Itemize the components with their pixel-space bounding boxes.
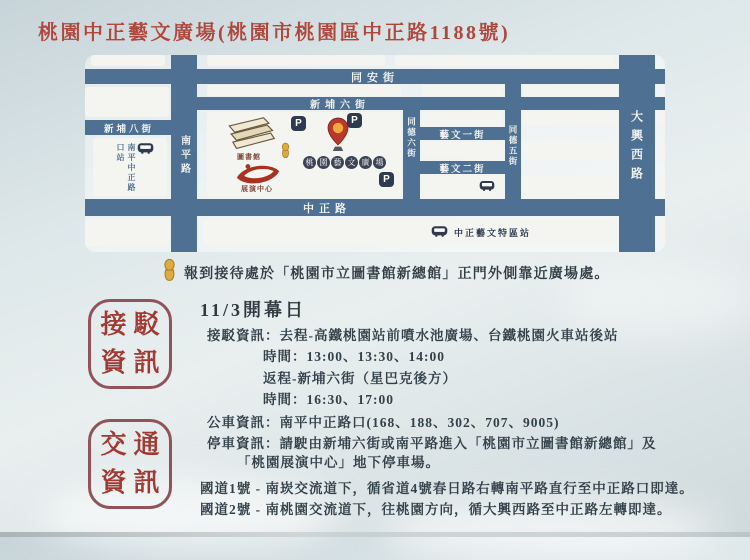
street-label: 藝文二街	[439, 164, 486, 175]
street-xinpu8	[85, 120, 173, 135]
city-block	[657, 176, 665, 197]
char: 園	[317, 156, 330, 169]
bus-stop-south	[431, 225, 531, 240]
city-block	[659, 219, 665, 245]
char: 交	[100, 430, 127, 459]
location-pin-icon	[325, 116, 351, 158]
city-block	[422, 176, 503, 197]
street-label: 中正路	[303, 202, 351, 215]
parking-info-line1: 停車資訊：請駛由新埔六街或南平路進入「桃園市立圖書館新總館」及	[207, 436, 657, 451]
reception-notice	[163, 258, 610, 287]
map	[85, 55, 665, 252]
parking-info-line2: 「桃園展演中心」地下停車場。	[237, 455, 440, 470]
char: 通	[133, 430, 160, 459]
street-tongde5	[505, 83, 521, 199]
char: 訊	[133, 348, 160, 377]
parking-icon: P	[347, 113, 362, 128]
char: 接	[100, 310, 127, 339]
reception-mascot-icon	[163, 258, 176, 287]
shuttle-return-time: 時間：16:30、17:00	[263, 392, 394, 407]
library-label: 圖書館	[237, 153, 261, 161]
bus-stop-west-block	[93, 138, 167, 196]
bus-icon	[479, 179, 495, 197]
performance-center-label: 展演中心	[241, 185, 273, 193]
city-block	[207, 55, 385, 66]
city-block	[523, 176, 617, 197]
street-yiwen1	[420, 127, 505, 140]
street-label: 同德六街	[406, 117, 417, 159]
street-label: 大興西路	[629, 110, 644, 186]
street-yiwen2	[420, 161, 505, 174]
parking-icon: P	[291, 116, 306, 131]
plaza-name-badge	[303, 156, 386, 169]
reception-notice-text: 報到接待處於「桃園市立圖書館新總館」正門外側靠近廣場處。	[184, 266, 610, 282]
street-label: 新埔八街	[103, 124, 154, 135]
shuttle-go-line: 接駁資訊：去程-高鐵桃園站前噴水池廣場、台鐵桃園火車站後站	[207, 328, 619, 343]
city-block	[91, 55, 165, 66]
char: 廣	[359, 156, 372, 169]
parking-icon: P	[379, 172, 394, 187]
bus-stop-south-label: 中正藝文特區站	[454, 228, 532, 238]
city-block	[523, 142, 617, 159]
highway2-line: 國道2號 - 南桃園交流道下，往桃園方向，循大興西路至中正路左轉即達。	[200, 502, 672, 517]
char: 藝	[331, 156, 344, 169]
char: 場	[373, 156, 386, 169]
bus-icon	[137, 142, 154, 160]
city-block	[422, 142, 503, 159]
city-block	[207, 85, 401, 96]
plaza-block	[207, 112, 401, 197]
city-block	[523, 85, 617, 96]
bus-icon	[431, 225, 448, 240]
street-tongde6	[403, 97, 420, 199]
bottom-divider	[0, 532, 750, 537]
char: 資	[100, 468, 127, 497]
char: 訊	[133, 468, 160, 497]
city-block	[657, 112, 665, 126]
char: 資	[100, 348, 127, 377]
street-label: 南平路	[178, 135, 190, 177]
bus-info-line: 公車資訊：南平中正路口(168、188、302、707、9005)	[207, 415, 560, 430]
mascot-icon	[281, 142, 290, 164]
street-label: 藝文一街	[439, 130, 486, 141]
highway1-line: 國道1號 - 南崁交流道下，循省道4號春日路右轉南平路直行至中正路口即達。	[200, 481, 694, 496]
traffic-info-badge	[88, 419, 172, 509]
city-block	[85, 219, 169, 247]
city-block	[422, 85, 503, 96]
street-label: 同德五街	[508, 125, 518, 167]
city-block	[85, 87, 169, 117]
char: 駁	[133, 310, 160, 339]
opening-day-heading: 11/3開幕日	[200, 300, 307, 320]
shuttle-go-time: 時間：13:00、13:30、14:00	[263, 349, 445, 364]
city-block	[523, 112, 617, 126]
shuttle-return-line: 返程-新埔六街（星巴克後方）	[263, 371, 457, 386]
street-nanping	[171, 55, 197, 252]
page-title: 桃園中正藝文廣場(桃園市桃園區中正路1188號)	[38, 22, 511, 44]
city-block	[422, 112, 503, 126]
city-block	[657, 142, 665, 159]
char: 文	[345, 156, 358, 169]
street-daxing	[619, 55, 655, 252]
shuttle-info-badge	[88, 299, 172, 389]
bus-stop-south-block	[203, 219, 619, 245]
city-block	[395, 55, 613, 66]
street-label: 同安街	[351, 71, 399, 84]
street-xinpu6	[175, 97, 665, 110]
street-label: 新埔六街	[310, 100, 370, 111]
char: 桃	[303, 156, 316, 169]
bus-stop-west-label: 南平中正路口站	[116, 143, 136, 193]
